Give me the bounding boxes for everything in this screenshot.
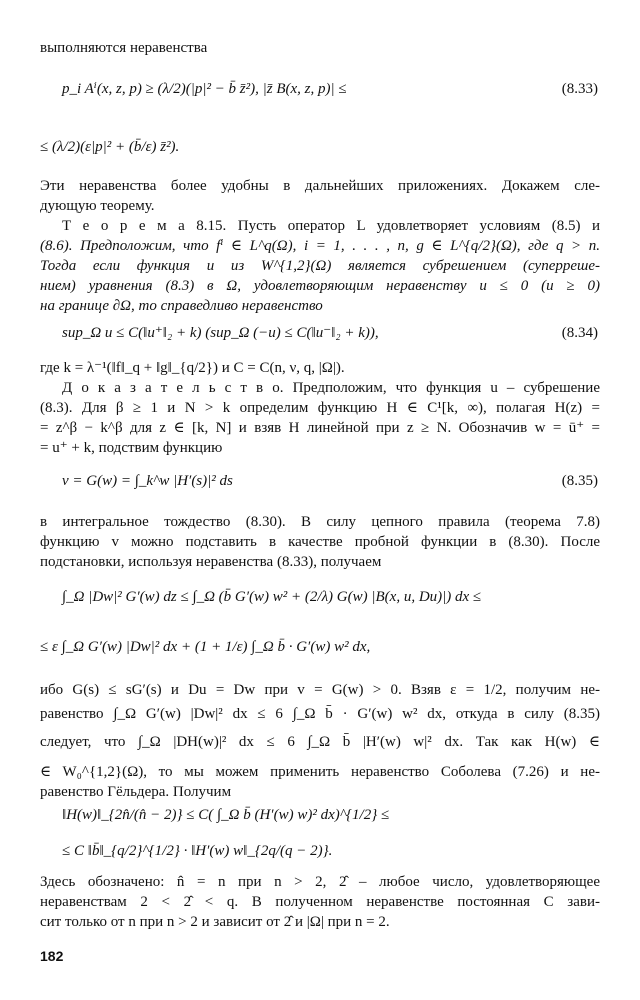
theorem-heading-line: Т е о р е м а 8.15. Пусть оператор L удовлетворяет условиям (8.5) и (62, 218, 600, 234)
text-line: сит только от n при n > 2 и зависит от 2̂ и |Ω| при n = 2. (40, 914, 390, 930)
equation-number: (8.33) (561, 81, 598, 97)
text-line: неравенствам 2 < 2̂ < q. В полученном неравенстве постоянная C зави- (40, 894, 600, 910)
text-line: (8.6). Предположим, что fⁱ ∈ L^q(Ω), i = 1, . . . , n, g ∈ L^{q/2}(Ω), где q > n. (40, 238, 600, 254)
text-line: Тогда если функция u из W^{1,2}(Ω) является субрешением (суперреше- (40, 258, 600, 274)
equation-8-34: sup_Ω u ≤ C(‖u⁺‖₂ + k) (sup_Ω (−u) ≤ C(‖u⁻‖₂ + k)), (62, 325, 379, 341)
display-equation-holder-line1: ‖H(w)‖_{2n̂/(n̂ − 2)} ≤ C( ∫_Ω b̄ (H′(w) w)² dx)^{1/2} ≤ (62, 807, 390, 823)
text-line: = u⁺ + k, подствим функцию (40, 440, 223, 456)
equation-8-33-line1: p_i Aⁱ(x, z, p) ≥ (λ/2)(|p|² − b̄ z̄²), |z̄ B(x, z, p)| ≤ (62, 81, 347, 97)
page-number: 182 (40, 948, 64, 964)
text-line: следует, что ∫_Ω |DH(w)|² dx ≤ 6 ∫_Ω b̄ |H′(w) w|² dx. Так как H(w) ∈ (40, 734, 600, 750)
equation-number: (8.34) (561, 325, 598, 341)
equation-number: (8.35) (561, 473, 598, 489)
proof-heading-line: Д о к а з а т е л ь с т в о. Предположим, что функция u – субрешение (62, 380, 600, 396)
equation-8-33-line2: ≤ (λ/2)(ε|p|² + (b̄/ε) z̄²). (40, 139, 180, 155)
display-equation-line1: ∫_Ω |Dw|² G′(w) dz ≤ ∫_Ω (b̄ G′(w) w² + (2/λ) G(w) |B(x, u, Du)|) dx ≤ (62, 589, 482, 605)
display-equation-line2: ≤ ε ∫_Ω G′(w) |Dw|² dx + (1 + 1/ε) ∫_Ω b̄ · G′(w) w² dx, (40, 639, 371, 655)
text-line: ибо G(s) ≤ sG′(s) и Du = Dw при v = G(w) > 0. Взяв ε = 1/2, получим не- (40, 682, 600, 698)
text-line: выполняются неравенства (40, 40, 208, 56)
text-line: равенство Гёльдера. Получим (40, 784, 232, 800)
display-equation-holder-line2: ≤ C ‖b̄‖_{q/2}^{1/2} · ‖H′(w) w‖_{2q/(q − 2)}. (62, 843, 333, 859)
text-line: (8.3). Для β ≥ 1 и N > k определим функцию H ∈ C¹[k, ∞), полагая H(z) = (40, 400, 600, 416)
text-line: в интегральное тождество (8.30). В силу цепного правила (теорема 7.8) (40, 514, 600, 530)
text-line: функцию v можно подставить в качестве пробной функции в (8.30). После (40, 534, 600, 550)
equation-8-35: v = G(w) = ∫_k^w |H′(s)|² ds (62, 473, 233, 489)
text-line: подстановки, используя неравенства (8.33), получаем (40, 554, 382, 570)
text-line: на границе ∂Ω, то справедливо неравенство (40, 298, 323, 314)
text-line: дующую теорему. (40, 198, 155, 214)
text-line: ∈ W₀^{1,2}(Ω), то мы можем применить неравенство Соболева (7.26) и не- (40, 764, 600, 780)
text-line: равенство ∫_Ω G′(w) |Dw|² dx ≤ 6 ∫_Ω b̄ · G′(w) w² dx, откуда в силу (8.35) (40, 706, 600, 722)
text-line: Здесь обозначено: n̂ = n при n > 2, 2̂ – любое число, удовлетворяющее (40, 874, 600, 890)
text-line: = z^β − k^β для z ∈ [k, N] и взяв H линейной при z ≥ N. Обозначив w = ū⁺ = (40, 420, 600, 436)
text-line: Эти неравенства более удобны в дальнейших приложениях. Докажем сле- (40, 178, 600, 194)
text-line: где k = λ⁻¹(‖f‖_q + ‖g‖_{q/2}) и C = C(n, ν, q, |Ω|). (40, 360, 345, 376)
text-line: нием) уравнения (8.3) в Ω, удовлетворяющим неравенству u ≤ 0 (u ≥ 0) (40, 278, 600, 294)
